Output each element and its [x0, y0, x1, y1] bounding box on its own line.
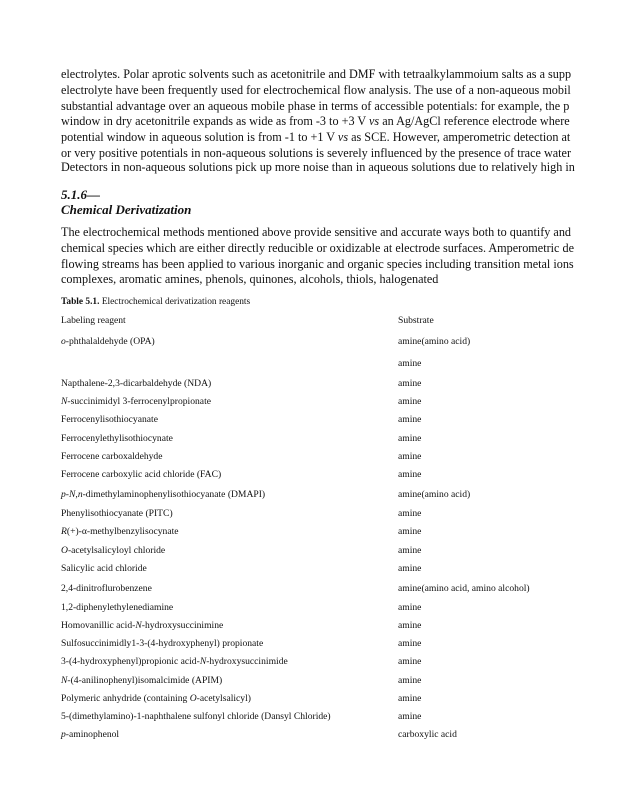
reagent-cell: Homovanillic acid-N-hydroxysuccinimine — [61, 620, 224, 632]
table-row — [61, 430, 621, 448]
reagent-cell: Ferrocene carboxylic acid chloride (FAC) — [61, 468, 222, 480]
substrate-cell: amine — [398, 414, 422, 426]
substrate-cell: amine — [398, 674, 422, 686]
reagent-table — [61, 314, 621, 744]
reagent-cell: Ferrocene carboxaldehyde — [61, 450, 163, 462]
substrate-cell: amine — [398, 544, 422, 556]
reagent-cell: o-phthalaldehyde (OPA) — [61, 336, 155, 347]
substrate-cell: amine — [398, 656, 422, 668]
table-row — [61, 560, 621, 578]
reagent-cell: 1,2-diphenylethylenediamine — [61, 601, 174, 613]
reagent-cell: Ferrocenylethylisothiocynate — [61, 432, 173, 444]
text-line: The electrochemical methods mentioned above provide sensitive and accurate ways both to quantify and — [61, 225, 572, 239]
table-row — [61, 523, 621, 541]
text-line: electrolytes. Polar aprotic solvents such as acetonitrile and DMF with tetraalkylammoium salts as a supp — [61, 67, 572, 81]
reagent-cell: Phenylisothiocyanate (PITC) — [61, 508, 173, 520]
text-line: flowing streams has been applied to various inorganic and organic species including transition metal ions — [61, 256, 574, 271]
header-labeling-reagent: Labeling reagent — [61, 315, 126, 326]
text-line: potential window in aqueous solution is from -1 to +1 V vs as SCE. However, amperometric detection at — [61, 130, 571, 145]
paragraph-electrolytes — [61, 67, 640, 162]
substrate-cell: amine — [398, 692, 422, 704]
substrate-cell: amine(amino acid) — [398, 489, 471, 501]
table-row — [61, 578, 621, 599]
table-caption — [61, 296, 250, 308]
substrate-cell: carboxylic acid — [398, 729, 457, 741]
table-caption-text: Electrochemical derivatization reagents — [101, 297, 251, 307]
reagent-cell: 2,4-dinitroflurobenzene — [61, 582, 152, 594]
table-row — [61, 353, 621, 375]
substrate-cell: amine — [398, 358, 422, 369]
table-row — [61, 466, 621, 484]
substrate-cell: amine(amino acid, amino alcohol) — [398, 582, 530, 594]
substrate-cell: amine — [398, 526, 422, 538]
reagent-cell: Napthalene-2,3-dicarbaldehyde (NDA) — [61, 378, 212, 389]
reagent-cell: R(+)-α-methylbenzylisocynate — [61, 526, 179, 538]
reagent-cell: Ferrocenylisothiocyanate — [61, 414, 158, 426]
text-line: electrolyte have been frequently used for electrochemical flow analysis. The use of a non-aqueous mobil — [61, 82, 571, 97]
text-line: chemical species which are either directly reducible or oxidizable at electrode surfaces. Amperometric de — [61, 240, 574, 255]
reagent-cell: Sulfosuccinimidly1-3-(4-hydroxyphenyl) propionate — [61, 638, 264, 650]
table-row — [61, 708, 621, 726]
table-row — [61, 617, 621, 635]
text-line: complexes, aromatic amines, phenols, quinones, alcohols, thiols, halogenated — [61, 272, 439, 287]
reagent-cell: 5-(dimethylamino)-1-naphthalene sulfonyl chloride (Dansyl Chloride) — [61, 711, 331, 722]
table-body — [61, 331, 621, 744]
table-row — [61, 505, 621, 523]
table-row — [61, 375, 621, 393]
table-row — [61, 726, 621, 744]
reagent-cell: Polymeric anhydride (containing O-acetylsalicyl) — [61, 692, 251, 704]
table-row — [61, 635, 621, 653]
reagent-cell: Salicylic acid chloride — [61, 562, 147, 574]
table-row — [61, 672, 621, 690]
substrate-cell: amine — [398, 601, 422, 613]
table-row — [61, 653, 621, 671]
table-row — [61, 690, 621, 708]
paragraph-detectors — [61, 160, 640, 176]
text-line: substantial advantage over an aqueous mobile phase in terms of accessible potentials: for example, the p — [61, 98, 570, 113]
section-title: Chemical Derivatization — [61, 202, 192, 217]
substrate-cell: amine — [398, 508, 422, 520]
text-line: Detectors in non-aqueous solutions pick up more noise than in aqueous solutions due to relatively high in — [61, 160, 575, 174]
substrate-cell: amine — [398, 562, 422, 574]
paragraph-derivatization — [61, 225, 640, 288]
header-substrate: Substrate — [398, 315, 434, 326]
reagent-cell: N-succinimidyl 3-ferrocenylpropionate — [61, 396, 211, 408]
section-number: 5.1.6— — [61, 187, 100, 202]
substrate-cell: amine — [398, 638, 422, 650]
table-row — [61, 411, 621, 429]
table-row — [61, 331, 621, 353]
text-line: window in dry acetonitrile expands as wide as from -3 to +3 V vs an Ag/AgCl reference electrode where — [61, 114, 570, 129]
substrate-cell: amine — [398, 396, 422, 408]
reagent-cell: N-(4-anilinophenyl)isomalcimide (APIM) — [61, 674, 223, 686]
substrate-cell: amine — [398, 468, 422, 480]
table-header-row — [61, 314, 621, 331]
table-row — [61, 484, 621, 505]
substrate-cell: amine — [398, 711, 422, 722]
reagent-cell: 3-(4-hydroxyphenyl)propionic acid-N-hydroxysuccinimide — [61, 656, 288, 668]
substrate-cell: amine — [398, 620, 422, 632]
substrate-cell: amine — [398, 432, 422, 444]
table-caption-label: Table 5.1. — [61, 297, 100, 307]
reagent-cell: p-N,n-dimethylaminophenylisothiocyanate (DMAPI) — [61, 489, 266, 501]
text-line: or very positive potentials in non-aqueous solutions is severely influenced by the presence of trace water — [61, 145, 572, 160]
reagent-cell: p-aminophenol — [61, 729, 120, 741]
table-row — [61, 393, 621, 411]
reagent-cell: O-acetylsalicyloyl chloride — [61, 544, 166, 556]
substrate-cell: amine — [398, 378, 422, 389]
table-row — [61, 542, 621, 560]
table-row — [61, 599, 621, 617]
table-row — [61, 448, 621, 466]
substrate-cell: amine — [398, 450, 422, 462]
substrate-cell: amine(amino acid) — [398, 336, 471, 347]
